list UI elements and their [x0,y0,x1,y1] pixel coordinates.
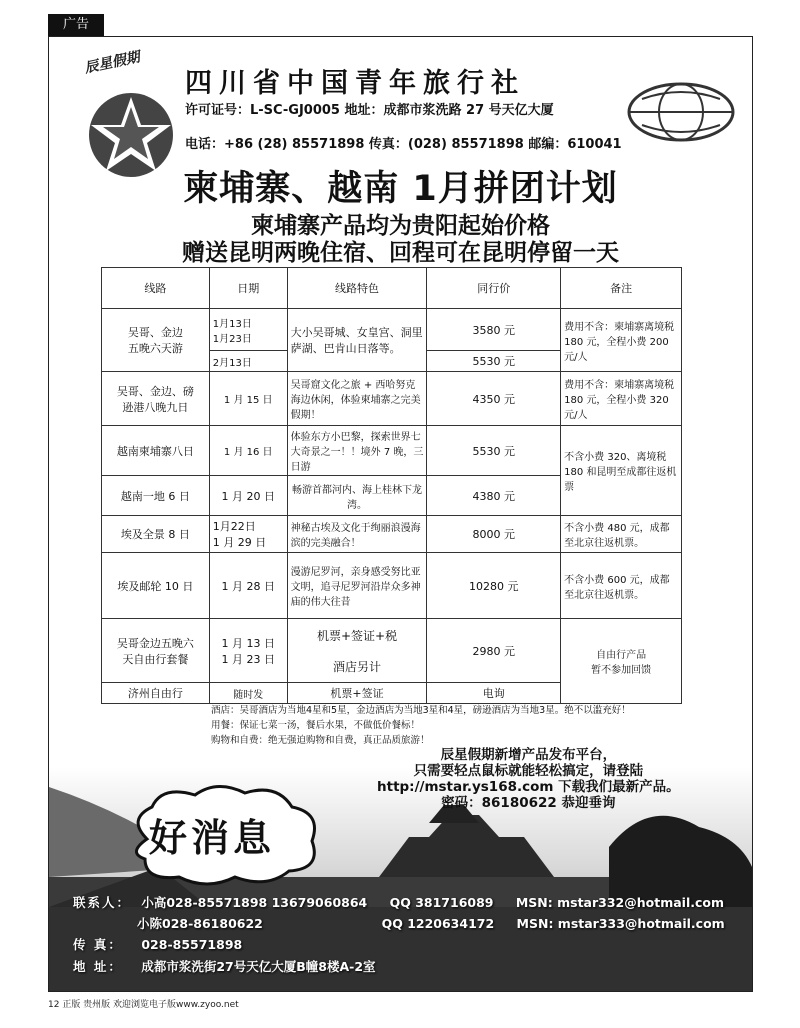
table-row [102,619,682,683]
price-cell: 4380 元 [427,476,561,516]
subtitle-kunming: 赠送昆明两晚住宿、回程可在昆明停留一天 [182,240,619,266]
contact-row-fax [73,935,242,953]
feature-cell: 漫游尼罗河，亲身感受努比亚文明，追寻尼罗河沿岸众多神庙的伟大往昔 [287,553,427,619]
contact-row-1 [73,893,724,911]
promo-line: 辰星假期新增产品发布平台， [440,747,617,763]
price-cell: 5530 元 [427,426,561,476]
col-header: 备注 [561,268,682,309]
ad-tag: 广告 [48,14,104,36]
note-cell: 不含小费 480 元，成都至北京往返机票。 [561,516,682,553]
date-cell: 1月22日 1 月 29 日 [209,516,287,553]
route-cell: 埃及邮轮 10 日 [102,553,210,619]
price-cell: 10280 元 [427,553,561,619]
page-footer: 12 正版 贵州版 欢迎浏览电子版www.zyoo.net [48,1000,239,1010]
price-cell: 8000 元 [427,516,561,553]
feature-cell: 机票+签证+税 酒店另计 [287,619,427,683]
route-cell: 越南一地 6 日 [102,476,210,516]
col-header: 线路特色 [287,268,427,309]
contact-phone-1: 小高028-85571898 13679060864 [141,895,368,910]
date-cell: 2月13日 [209,351,287,372]
contact-phone-2: 小陈028-86180622 [137,916,263,931]
notes-block [211,703,751,748]
contact-msn-1[interactable]: MSN: mstar332@hotmail.com [515,895,725,910]
promo-line: 只需要轻点鼠标就能轻松搞定，请登陆 [413,763,644,779]
address-label: 地 址： [73,959,123,974]
price-cell: 3580 元 [427,309,561,351]
note-cell-merged: 不含小费 320、离境税 180 和昆明至成都往返机票 [561,426,682,516]
route-cell: 吴哥、金边、磅 逊港八晚九日 [102,372,210,426]
col-header: 日期 [209,268,287,309]
price-cell: 4350 元 [427,372,561,426]
main-title: 柬埔寨、越南 1月拼团计划 [183,169,618,209]
feature-cell: 神秘古埃及文化于绚丽浪漫海滨的完美融合！ [287,516,427,553]
feature-cell: 大小吴哥城、女皇宫、洞里萨湖、巴肯山日落等。 [287,309,427,372]
date-cell: 1 月 13 日 1 月 23 日 [209,619,287,683]
contact-qq-1: QQ 381716089 [389,895,494,910]
subtitle-price: 柬埔寨产品均为贵阳起始价格 [251,213,550,239]
note-cell: 费用不含：柬埔寨离境税 180 元，全程小费 320 元/人 [561,372,682,426]
feature-cell: 机票+签证 [287,683,427,704]
date-cell: 1月13日 1月23日 [209,309,287,351]
table-header-row [102,268,682,309]
feature-cell: 吴哥窟文化之旅 + 西哈努克海边休闲，体验柬埔寨之完美假期！ [287,372,427,426]
feature-cell: 畅游首都河内、海上桂林下龙湾。 [287,476,427,516]
good-news-title: 好消息 [149,816,276,860]
address-value: 成都市浆洗街27号天亿大厦B幢8楼A-2室 [141,959,376,974]
note-meal: 用餐：保证七菜一汤，餐后水果，不做低价餐标！ [211,720,421,731]
feature-cell: 体验东方小巴黎，探索世界七大奇景之一！！境外 7 晚，三日游 [287,426,427,476]
note-cell-merged: 自由行产品 暂不参加回馈 [561,619,682,704]
date-cell: 1 月 20 日 [209,476,287,516]
license-address: 许可证号：L-SC-GJ0005 地址：成都市浆洗路 27 号天亿大厦 [185,103,554,118]
price-cell: 5530 元 [427,351,561,372]
note-shopping: 购物和自费：绝无强迫购物和自费，真正品质旅游！ [211,735,430,746]
col-header: 同行价 [427,268,561,309]
contact-msn-2[interactable]: MSN: mstar333@hotmail.com [516,916,725,931]
col-header: 线路 [102,268,210,309]
phone-fax-zip: 电话：+86 (28) 85571898 传真：(028) 85571898 邮编：610041 [185,137,622,152]
table-row [102,372,682,426]
cits-globe-logo-icon [624,77,739,147]
date-cell: 1 月 16 日 [209,426,287,476]
date-cell: 1 月 15 日 [209,372,287,426]
tour-schedule-table [101,267,682,704]
table-row [102,426,682,476]
contact-row-2 [137,914,725,932]
route-cell: 吴哥、金边 五晚六天游 [102,309,210,372]
contact-row-address [73,957,376,975]
note-cell: 不含小费 600 元，成都至北京往返机票。 [561,553,682,619]
date-cell: 随时发 [209,683,287,704]
note-cell: 费用不含：柬埔寨离境税 180 元，全程小费 200 元/人 [561,309,682,372]
fax-number: 028-85571898 [141,937,243,952]
date-cell: 1 月 28 日 [209,553,287,619]
ad-frame [48,36,753,992]
promo-password: 密码：86180622 恭迎垂询 [441,795,616,811]
table-row [102,553,682,619]
agency-name: 四川省中国青年旅行社 [185,68,525,99]
route-cell: 济州自由行 [102,683,210,704]
route-cell: 埃及全景 8 日 [102,516,210,553]
note-hotel: 酒店：吴哥酒店为当地4星和5星，金边酒店为当地3星和4星，磅逊酒店为当地3星。绝不以滥充好！ [211,705,631,716]
fax-label: 传 真： [73,937,123,952]
price-cell: 电询 [427,683,561,704]
contact-qq-2: QQ 1220634172 [381,916,495,931]
route-cell: 越南柬埔寨八日 [102,426,210,476]
route-cell: 吴哥金边五晚六 天自由行套餐 [102,619,210,683]
price-cell: 2980 元 [427,619,561,683]
table-row [102,516,682,553]
contact-label: 联系人： [73,895,132,910]
table-row [102,309,682,351]
brand-name: 辰星假期 [83,49,142,77]
promo-url-line[interactable]: http://mstar.ys168.com 下载我们最新产品。 [377,779,680,795]
promo-block [377,747,680,811]
